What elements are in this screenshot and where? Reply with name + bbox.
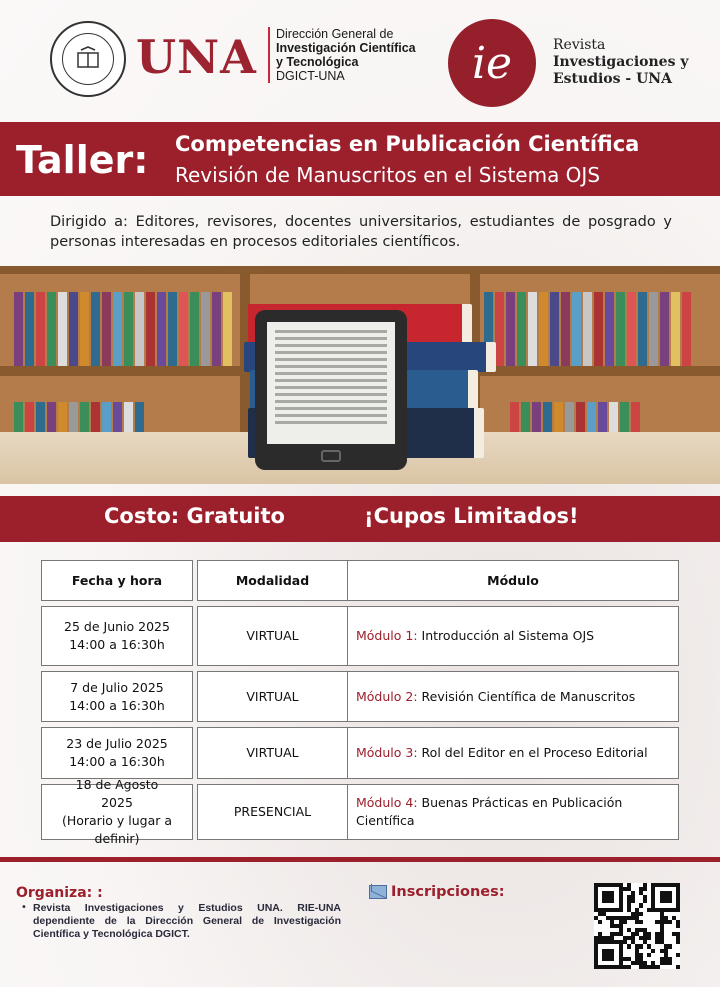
module-title: Rol del Editor en el Proceso Editorial (421, 745, 648, 760)
workshop-label: Taller: (16, 138, 149, 182)
module-number: Módulo 2: (356, 688, 418, 704)
bullet-icon: • (21, 902, 27, 913)
ereader-icon (255, 310, 407, 470)
module-title: Revisión Científica de Manuscritos (421, 688, 636, 704)
date-text: 18 de Agosto 2025 (75, 777, 159, 810)
journal-line: Revista (553, 37, 606, 53)
cost-label: Costo: Gratuito (104, 504, 285, 528)
workshop-title: Competencias en Publicación Científica (175, 132, 640, 156)
organizer-title: Organiza: : (16, 885, 103, 901)
date-text: 23 de Julio 2025 (66, 736, 168, 751)
workshop-subtitle: Revisión de Manuscritos en el Sistema OJS (175, 163, 601, 187)
module-cell (347, 784, 679, 840)
dgict-line: Dirección General de (276, 27, 394, 41)
dgict-line: Investigación Científica (276, 41, 416, 55)
module-number: Módulo 4: (356, 795, 418, 810)
books-ereader-image (0, 266, 720, 484)
module-title: Buenas Prácticas en Publicación Científica (356, 795, 623, 828)
dgict-line: DGICT-UNA (276, 69, 345, 83)
limited-seats-label: ¡Cupos Limitados! (364, 504, 579, 528)
una-logo-text: UNA (136, 30, 257, 84)
table-header: Fecha y hora (41, 560, 193, 601)
qr-code-icon[interactable] (594, 883, 680, 969)
table-row (41, 606, 193, 666)
dgict-logo (268, 27, 433, 83)
ie-journal-logo: ie (448, 19, 536, 107)
module-cell (347, 671, 679, 722)
journal-name (553, 37, 713, 88)
footer-divider (0, 857, 720, 862)
mode-cell: VIRTUAL (197, 606, 348, 666)
time-text: (Horario y lugar a definir) (61, 813, 173, 846)
time-text: 14:00 a 16:30h (69, 637, 165, 652)
dgict-line: y Tecnológica (276, 55, 359, 69)
module-cell (347, 606, 679, 666)
registration-label: Inscripciones: (391, 884, 505, 900)
module-number: Módulo 3: (356, 745, 418, 760)
mode-cell: VIRTUAL (197, 727, 348, 779)
audience-text: Dirigido a: Editores, revisores, docentes universitarios, estudiantes de posgrado y personas interesadas en procesos editoriales científicos. (50, 214, 672, 250)
journal-line: Estudios - UNA (553, 71, 672, 87)
table-header: Módulo (347, 560, 679, 601)
module-title: Introducción al Sistema OJS (421, 628, 595, 643)
date-text: 7 de Julio 2025 (70, 679, 164, 695)
time-text: 14:00 a 16:30h (69, 754, 165, 769)
table-row (41, 777, 193, 846)
date-text: 25 de Junio 2025 (64, 619, 170, 634)
envelope-icon (369, 885, 387, 899)
header (0, 0, 720, 118)
una-seal-icon (50, 21, 126, 97)
journal-line: Investigaciones y (553, 54, 689, 70)
table-row (41, 671, 193, 722)
table-row (41, 727, 193, 779)
organizer-text: Revista Investigaciones y Estudios UNA. RIE-UNA dependiente de la Dirección General de Investigación Científica y Tecnológica DGICT. (33, 902, 341, 940)
mode-cell: PRESENCIAL (197, 784, 348, 840)
mode-cell: VIRTUAL (197, 671, 348, 722)
time-text: 14:00 a 16:30h (69, 697, 165, 713)
table-header: Modalidad (197, 560, 348, 601)
module-cell (347, 727, 679, 779)
module-number: Módulo 1: (356, 628, 418, 643)
